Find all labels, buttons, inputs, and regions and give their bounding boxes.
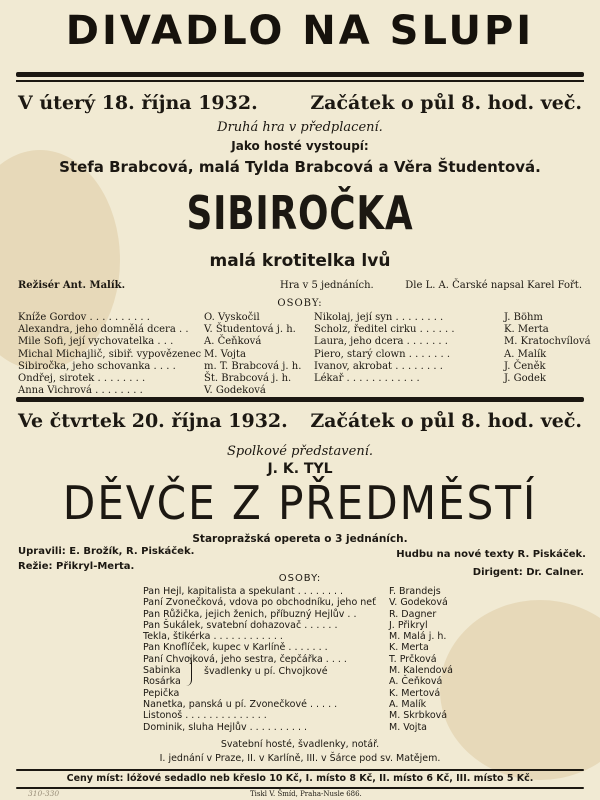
cast-actor: A. Čeňková (389, 676, 443, 688)
cast-role: Piero, starý clown . . . . . . . (314, 348, 451, 360)
cast-actor: J. Godek (504, 373, 546, 385)
show2-osoby: OSOBY: (278, 573, 322, 584)
cast-actor: K. Mertová (389, 687, 441, 699)
printer: Tiskl V. Šmíd, Praha-Nusle 686. (250, 790, 362, 798)
show1-guests-intro: Jako hosté vystoupí: (231, 139, 369, 153)
cast-role: Sabinka (143, 665, 181, 677)
show2-title: DĚVČE Z PŘEDMĚSTÍ (62, 476, 538, 530)
cast-role: Tekla, štikérka . . . . . . . . . . . . (143, 631, 283, 643)
show1-osoby: OSOBY: (277, 298, 323, 309)
cast-actor: M. Kalendová (389, 665, 453, 677)
cast-actor: T. Prčková (389, 653, 437, 665)
cast-actor: J. Böhm (504, 312, 543, 323)
cast-actor: A. Malík (389, 698, 427, 710)
cast-role: Pepička (143, 687, 180, 699)
cast-role: Dominik, sluha Hejlův . . . . . . . . . . (143, 721, 308, 733)
cast-role: Pan Knoflíček, kupec v Karlíně . . . . . . . (143, 642, 328, 654)
cast-actor: V. Študentová j. h. (204, 324, 296, 336)
cast-role: Mile Sofi, její vychovatelka . . . (18, 336, 174, 348)
show1-title: SIBIROČKA (186, 186, 414, 240)
cast-role: Nikolaj, její syn . . . . . . . . (314, 312, 444, 323)
cast-actor: V. Godeková (389, 597, 448, 609)
show2-direction: Režie: Přikryl-Merta. (18, 561, 135, 572)
middle-rule (16, 397, 584, 402)
show2-cast-actors (389, 586, 509, 733)
show1-cast-right-roles (314, 312, 496, 385)
cast-actor: M. Kratochvílová (504, 336, 591, 348)
top-rule-thin (16, 80, 584, 82)
bottom-rule-top (16, 769, 584, 771)
cast-role: Paní Zvonečková, vdova po obchodníku, jeho neť (143, 597, 376, 609)
bottom-rule-bottom (16, 787, 584, 789)
show2-cast-roles (143, 586, 381, 733)
show1-acts: Hra v 5 jednáních. (280, 280, 374, 291)
cast-role: Sibiročka, jeho schovanka . . . . (18, 360, 176, 372)
cast-role: Lékař . . . . . . . . . . . . (314, 373, 420, 385)
cast-role: Listonoš . . . . . . . . . . . . . . (143, 710, 267, 722)
show1-start: Začátek o půl 8. hod. več. (310, 92, 582, 114)
show2-guests-line: Svatební hosté, švadlenky, notář. (220, 739, 380, 750)
cast-role: Pan Růžička, jejich ženich, příbuzný Hejlův . . (143, 608, 357, 620)
show1-cast-left-roles (18, 312, 202, 397)
cast-actor: O. Vyskočil (204, 312, 260, 323)
cast-actor: A. Malík (504, 348, 547, 360)
cast-role: Alexandra, jeho domnělá dcera . . (18, 324, 189, 336)
cast-role: Laura, jeho dcera . . . . . . . (314, 336, 448, 348)
cast-role: Pan Šukálek, svatební dohazovač . . . . . . (143, 619, 338, 631)
cast-actor: K. Merta (389, 642, 429, 654)
cast-actor: M. Skrbková (389, 710, 448, 722)
show1-cast-right-actors (504, 312, 594, 385)
cast-role: Kníže Gordov . . . . . . . . . . (18, 312, 150, 323)
cast-actor: Št. Brabcová j. h. (204, 373, 292, 385)
show2-brace-label: švadlenky u pí. Chvojkové (204, 666, 328, 677)
cast-role: Ondřej, sirotek . . . . . . . . (18, 373, 146, 385)
show2-start: Začátek o půl 8. hod. več. (310, 410, 582, 432)
show1-note: Druhá hra v předplacení. (217, 120, 383, 135)
show2-subtitle: Staropražská opereta o 3 jednáních. (192, 533, 408, 545)
seamstress-brace (183, 656, 192, 686)
cast-actor: R. Dagner (389, 608, 437, 620)
show2-presenter: J. K. TYL (267, 461, 333, 477)
cast-role: Paní Chvojková, jeho sestra, čepčářka . . . . (143, 653, 347, 665)
prices: Ceny míst: lóžové sedadlo neb křeslo 10 Kč, I. místo 8 Kč, II. místo 6 Kč, III. místo 5 Kč. (66, 773, 534, 784)
cast-role: Nanetka, panská u pí. Zvonečkové . . . . . (143, 698, 338, 710)
cast-role: Pan Hejl, kapitalista a spekulant . . . . . . . . (143, 586, 344, 597)
cast-role: Michal Michajlič, sibiř. vypovězenec (18, 348, 202, 360)
cast-role: Ivanov, akrobat . . . . . . . . (314, 360, 443, 372)
show2-music: Hudbu na nové texty R. Piskáček. (396, 549, 586, 560)
cast-role: Rosárka (143, 676, 181, 688)
show2-acts-line: I. jednání v Praze, II. v Karlíně, III. v Šárce pod sv. Matějem. (159, 753, 441, 764)
cast-actor: m. T. Brabcová j. h. (204, 360, 302, 372)
show2-adapted: Upravili: E. Brožík, R. Piskáček. (18, 546, 195, 557)
cast-role: Anna Vichrová . . . . . . . . (18, 385, 143, 397)
archive-mark: 310-330 (28, 789, 60, 798)
cast-actor: A. Čeňková (204, 336, 262, 348)
cast-actor: M. Vojta (389, 721, 427, 733)
cast-actor: M. Vojta (204, 348, 247, 360)
show2-date: Ve čtvrtek 20. října 1932. (18, 410, 288, 432)
theatre-name: DIVADLO NA SLUPI (65, 8, 535, 54)
show1-date: V úterý 18. října 1932. (18, 92, 258, 114)
cast-role: Scholz, ředitel cirku . . . . . . (314, 324, 455, 336)
show1-subtitle: malá krotitelka lvů (209, 251, 391, 271)
cast-actor: K. Merta (504, 324, 549, 336)
show1-guests: Stefa Brabcová, malá Tylda Brabcová a Věra Študentová. (59, 158, 541, 176)
cast-actor: M. Malá j. h. (389, 631, 447, 643)
show1-director: Režisér Ant. Malík. (18, 280, 126, 291)
cast-actor: V. Godeková (204, 385, 266, 397)
show2-note: Spolkové představení. (227, 444, 373, 459)
show1-author: Dle L. A. Čarské napsal Karel Fořt. (405, 280, 582, 291)
show2-conductor: Dirigent: Dr. Calner. (472, 567, 584, 578)
cast-actor: J. Přikryl (389, 619, 428, 631)
top-rule (16, 72, 584, 77)
cast-actor: J. Čeněk (504, 360, 546, 372)
show1-cast-left-actors (204, 312, 304, 397)
cast-actor: F. Brandejs (389, 586, 441, 597)
